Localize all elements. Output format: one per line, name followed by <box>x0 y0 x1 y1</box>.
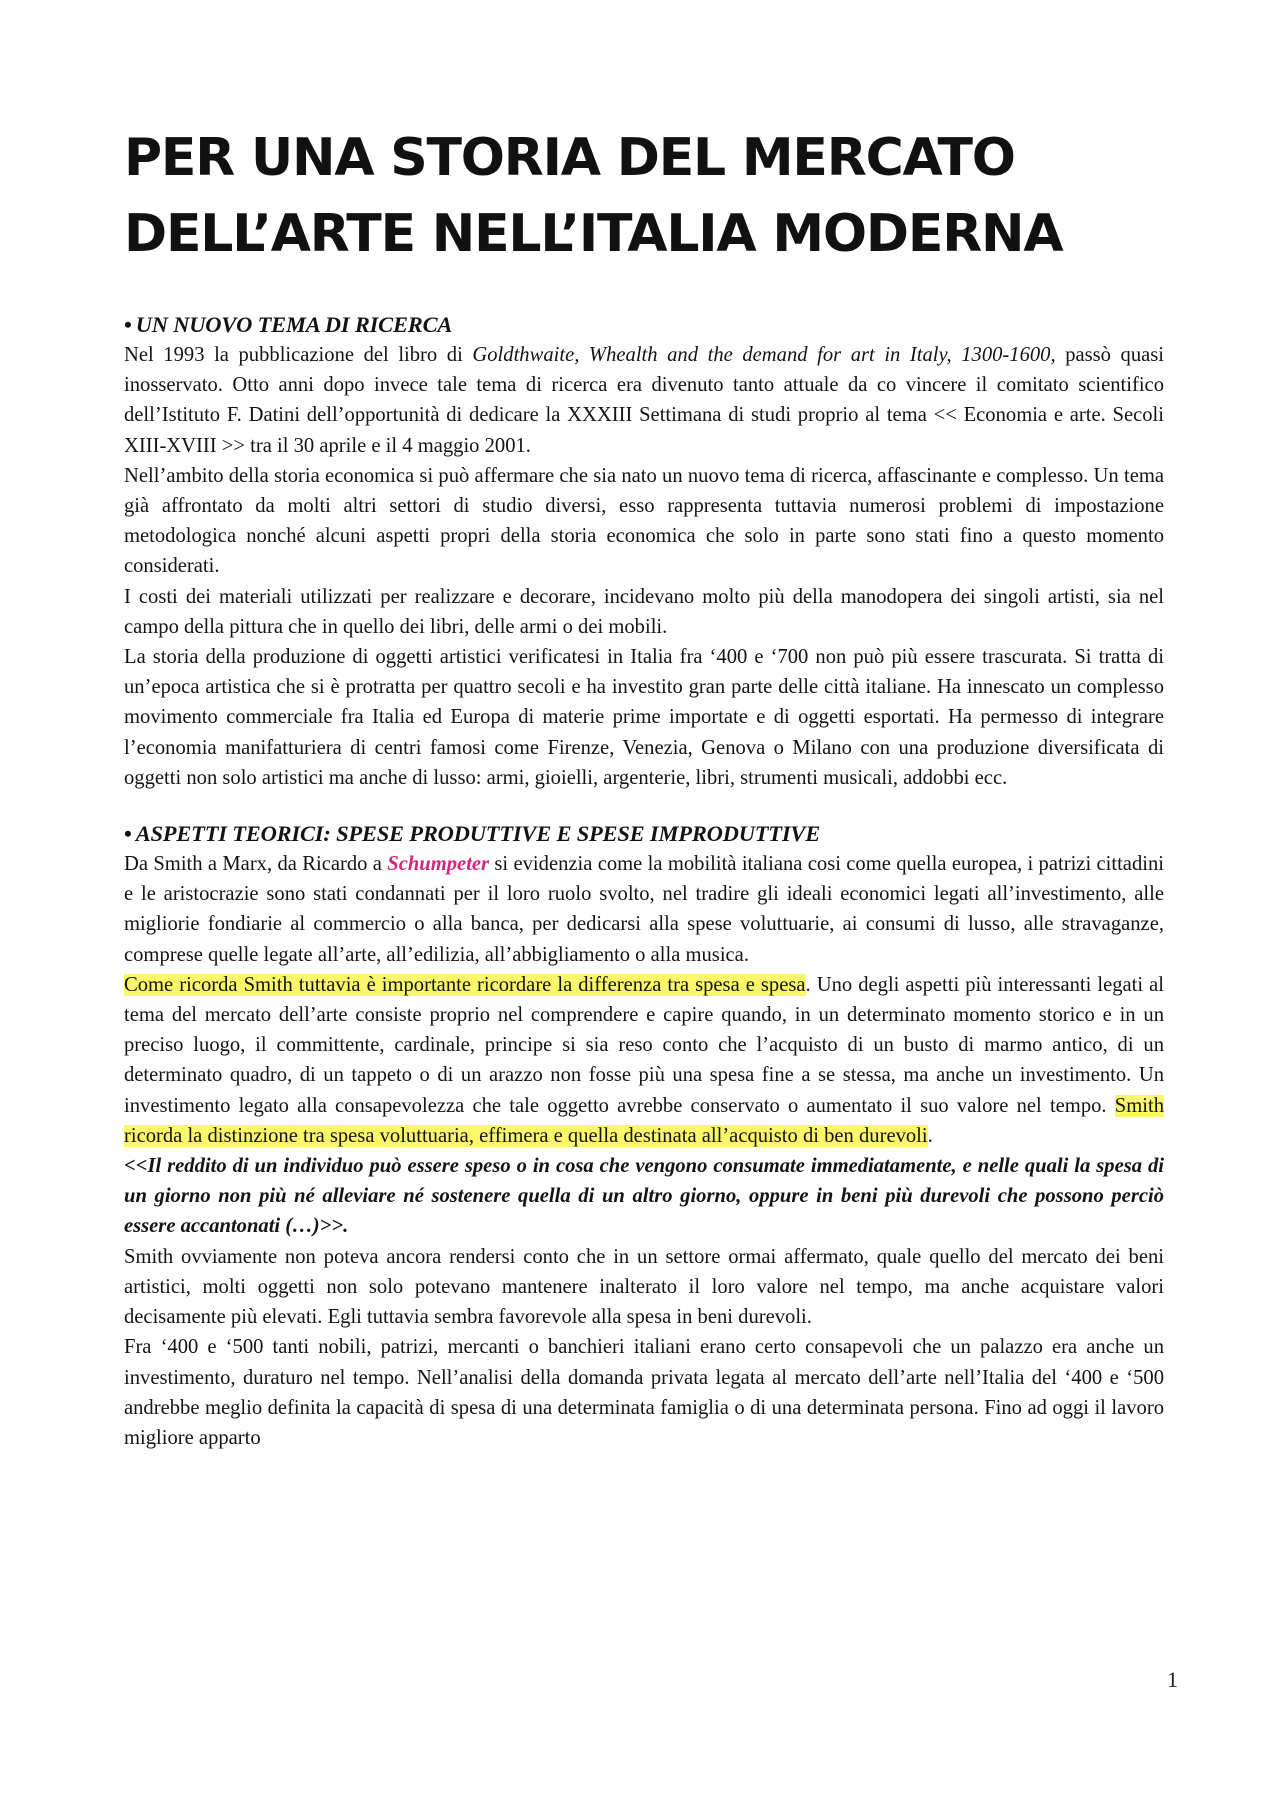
paragraph: Fra ‘400 e ‘500 tanti nobili, patrizi, mercanti o banchieri italiani erano certo consapevoli che un palazzo era anche un investimento, duraturo nel tempo. Nell’analisi della domanda privata legata al mercato dell’arte nell’Italia del ‘400 e ‘500 andrebbe meglio definita la capacità di spesa di una determinata famiglia o di una determinata persona. Fino ad oggi il lavoro migliore apparto <box>124 1336 1164 1449</box>
book-citation: Goldthwaite, Whealth and the demand for art in Italy, 1300-1600, <box>472 344 1056 366</box>
paragraph-text: Da Smith a Marx, da Ricardo a <box>124 853 388 876</box>
paragraph-text: passò quasi inosservato. Otto anni dopo invece tale tema di ricerca era divenuto tanto attuale da co vincere il comitato scientifico dell’Istituto F. Datini dell’opportunità di dedicare la XXXIII Settimana di studi proprio al tema << Economia e arte. Secoli XIII-XVIII >> tra il 30 aprile e il 4 maggio 2001. <box>124 344 1165 457</box>
highlighted-text: Smith ricorda la distinzione tra spesa voluttuaria, effimera e quella destinata all’acquisto di ben durevoli <box>124 1094 1164 1147</box>
section-heading <box>124 310 1164 340</box>
paragraph: I costi dei materiali utilizzati per realizzare e decorare, incidevano molto più della manodopera dei singoli artisti, sia nel campo della pittura che in quello dei libri, delle armi o dei mobili. <box>124 585 1164 638</box>
paragraph: La storia della produzione di oggetti artistici verificatesi in Italia fra ‘400 e ‘700 non può più essere trascurata. Si tratta di un’epoca artistica che si è protratta per quattro secoli e ha investito gran parte delle città italiane. Ha innescato un complesso movimento commerciale fra Italia ed Europa di materie prime importate e di oggetti esportati. Ha permesso di integrare l’economia manifatturiera di centri famosi come Firenze, Venezia, Genova o Milano con una produzione diversificata di oggetti non solo artistici ma anche di lusso: armi, gioielli, argenterie, libri, strumenti musicali, addobbi ecc. <box>124 646 1164 789</box>
paragraph: Smith ovviamente non poteva ancora rendersi conto che in un settore ormai affermato, quale quello del mercato dei beni artistici, molti oggetti non solo potevano mantenere inalterato il loro valore nel tempo, ma anche acquistare valori decisamente più elevati. Egli tuttavia sembra favorevole alla spesa in beni durevoli. <box>124 1245 1164 1329</box>
section-heading <box>124 819 1164 849</box>
paragraph <box>124 340 1164 461</box>
paragraph-text: . <box>927 1124 933 1147</box>
document-body <box>124 310 1164 1453</box>
bullet-icon: • <box>124 312 132 337</box>
page-number: 1 <box>1167 1667 1178 1692</box>
section-nuovo-tema <box>124 310 1164 793</box>
title-line-1: PER UNA STORIA DEL MERCATO <box>124 128 1015 188</box>
title-line-2: DELL’ARTE NELL’ITALIA MODERNA <box>124 204 1063 264</box>
paragraph-text: Nel 1993 la pubblicazione del libro di <box>124 344 473 366</box>
highlighted-text: Come ricorda Smith tuttavia è importante ricordare la differenza tra spesa e spesa <box>124 973 806 996</box>
section-heading-text: UN NUOVO TEMA DI RICERCA <box>135 312 453 337</box>
paragraph <box>124 849 1164 970</box>
paragraph-text: . Uno degli aspetti più interessanti legati al tema del mercato dell’arte consiste proprio nel comprendere e capire quando, in un determinato momento storico e in un preciso luogo, il committente, cardinale, principe si sia reso conto che l’acquisto di un busto di marmo antico, di un determinato quadro, di un tappeto o di un arazzo non fosse più una spesa fine a se stessa, ma anche un investimento. Un investimento legato alla consapevolezza che tale oggetto avrebbe conservato o aumentato il suo valore nel tempo. <box>124 973 1165 1117</box>
highlighted-name: Schumpeter <box>387 853 490 876</box>
paragraph: Nell’ambito della storia economica si può affermare che sia nato un nuovo tema di ricerca, affascinante e complesso. Un tema già affrontato da molti altri settori di studio diversi, esso rappresenta tuttavia numerosi problemi di impostazione metodologica nonché alcuni aspetti propri della storia economica che solo in parte sono stati fino a questo momento considerati. <box>124 464 1164 578</box>
page-title <box>124 120 1184 272</box>
section-heading-text: ASPETTI TEORICI: SPESE PRODUTTIVE E SPESE IMPRODUTTIVE <box>135 821 821 847</box>
section-spacer <box>124 793 1164 819</box>
section-aspetti-teorici <box>124 819 1164 1453</box>
smith-quote: <<Il reddito di un individuo può essere speso o in cosa che vengono consumate immediatamente, e nelle quali la spesa di un giorno non più né alleviare né sostenere quella di un altro giorno, oppure in beni più durevoli che possono perciò essere accantonati (…)>>. <box>124 1155 1164 1238</box>
paragraph-text: si evidenzia come la mobilità italiana cosi come quella europea, i patrizi cittadini e le aristocrazie sono stati condannati per il loro ruolo svolto, nel tradire gli ideali economici legati all’investimento, alle migliorie fondiarie al commercio o alla banca, per dedicarsi alla spese voluttuarie, ai consumi di lusso, alle stravaganze, comprese quelle legate all’arte, all’edilizia, all’abbigliamento o alla musica. <box>124 853 1164 966</box>
bullet-icon: • <box>124 821 132 847</box>
paragraph <box>124 970 1164 1151</box>
